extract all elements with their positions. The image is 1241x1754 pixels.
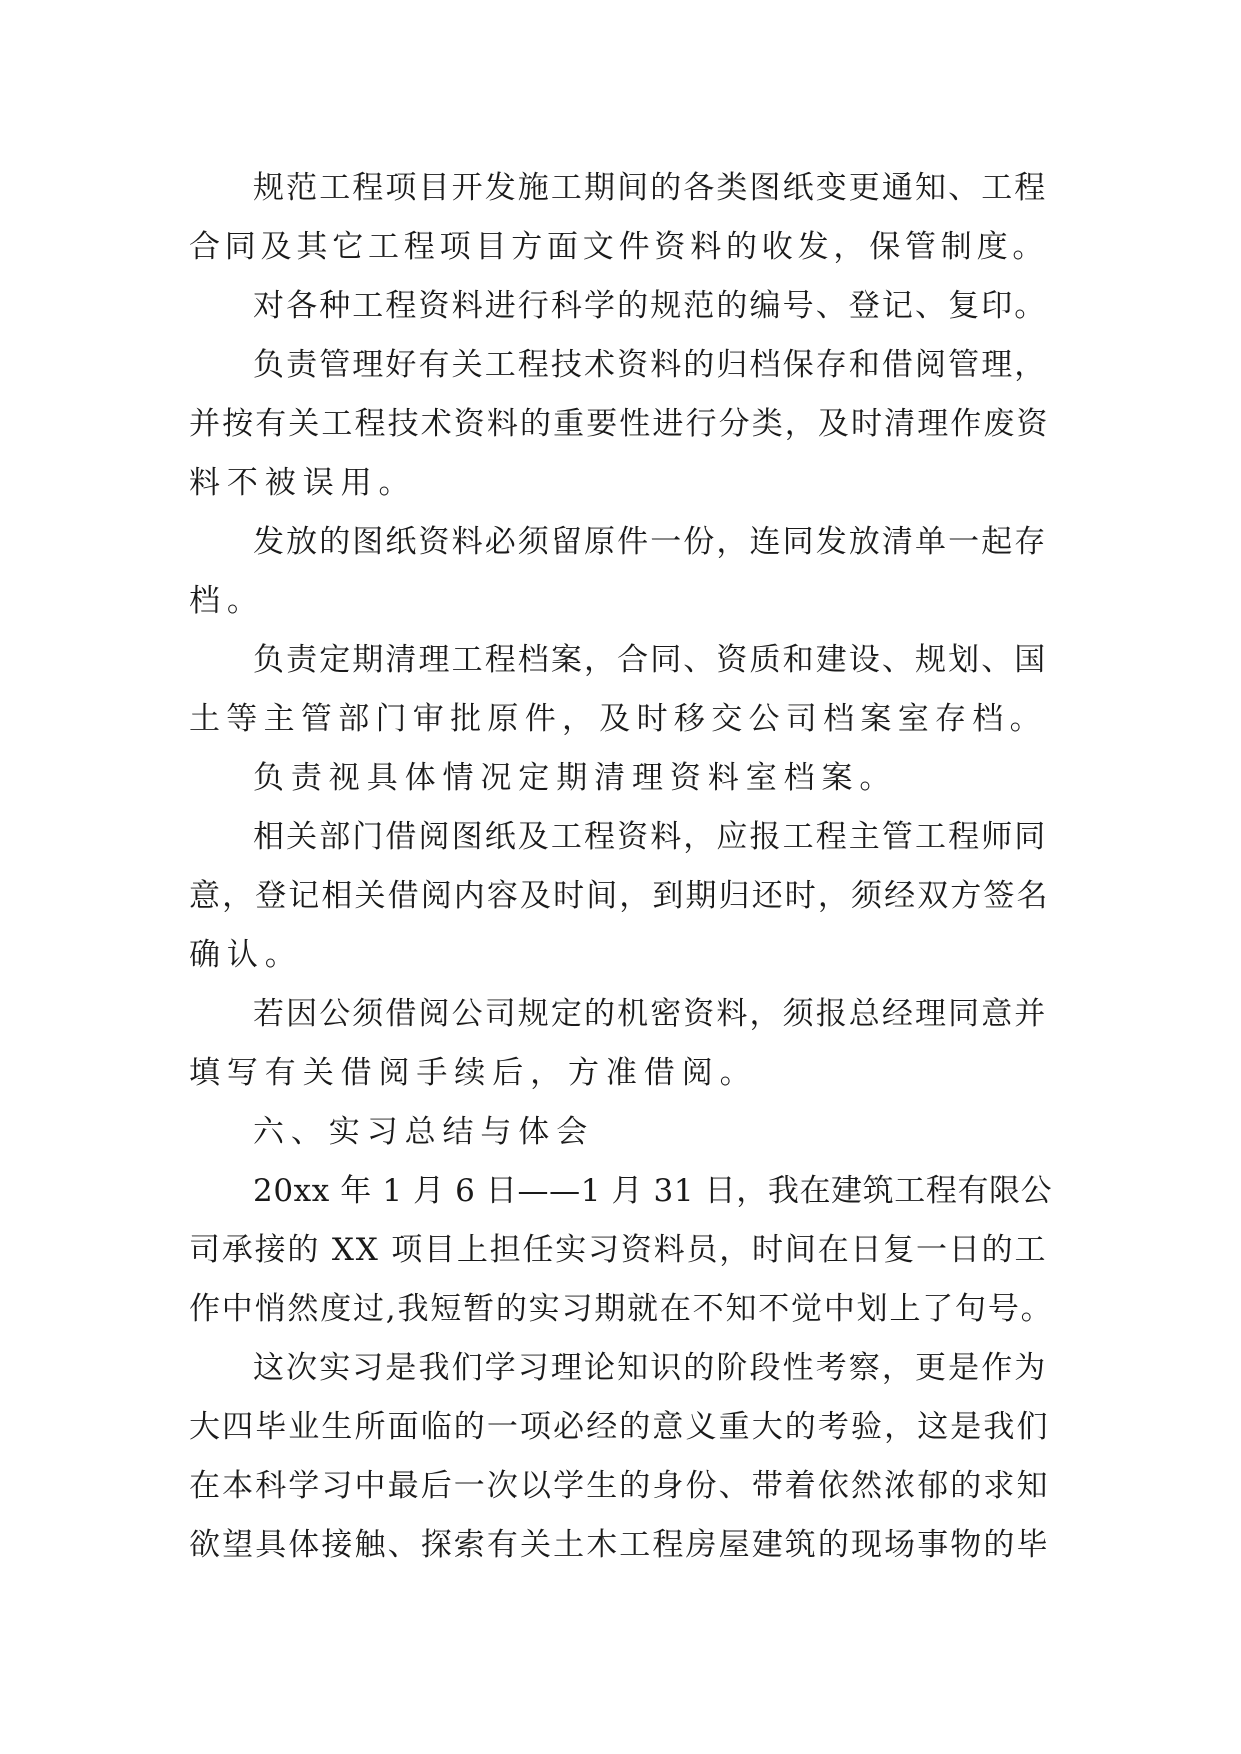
text-line: 作中悄然度过,我短暂的实习期就在不知不觉中划上了句号。 <box>189 1291 1054 1327</box>
text-line: 欲望具体接触、探索有关土木工程房屋建筑的现场事物的毕 <box>189 1527 1050 1563</box>
text-line: 并按有关工程技术资料的重要性进行分类，及时清理作废资 <box>189 406 1050 442</box>
text-line: 填写有关借阅手续后，方准借阅。 <box>189 1055 758 1091</box>
text-line: 负责视具体情况定期清理资料室档案。 <box>253 760 898 796</box>
text-line: 负责管理好有关工程技术资料的归档保存和借阅管理， <box>253 347 1048 383</box>
text-line: 土等主管部门审批原件，及时移交公司档案室存档。 <box>189 701 1047 737</box>
text-line: 司承接的 XX 项目上担任实习资料员，时间在日复一日的工 <box>189 1232 1048 1268</box>
text-line: 相关部门借阅图纸及工程资料，应报工程主管工程师同 <box>253 819 1048 855</box>
text-line: 合同及其它工程项目方面文件资料的收发，保管制度。 <box>189 229 1049 265</box>
text-line: 若因公须借阅公司规定的机密资料，须报总经理同意并 <box>253 996 1048 1032</box>
text-line: 负责定期清理工程档案，合同、资质和建设、规划、国 <box>253 642 1048 678</box>
section-heading: 六、实习总结与体会 <box>253 1114 595 1150</box>
text-line: 20xx 年 1 月 6 日——1 月 31 日，我在建筑工程有限公 <box>253 1173 1053 1209</box>
text-line: 大四毕业生所面临的一项必经的意义重大的考验，这是我们 <box>189 1409 1050 1445</box>
text-line: 对各种工程资料进行科学的规范的编号、登记、复印。 <box>253 288 1048 324</box>
text-line: 档。 <box>189 583 265 619</box>
text-line: 确认。 <box>189 937 303 973</box>
text-line: 在本科学习中最后一次以学生的身份、带着依然浓郁的求知 <box>189 1468 1050 1504</box>
text-line: 规范工程项目开发施工期间的各类图纸变更通知、工程 <box>253 170 1048 206</box>
text-line: 这次实习是我们学习理论知识的阶段性考察，更是作为 <box>253 1350 1048 1386</box>
text-line: 发放的图纸资料必须留原件一份，连同发放清单一起存 <box>253 524 1048 560</box>
text-line: 意，登记相关借阅内容及时间，到期归还时，须经双方签名 <box>189 878 1050 914</box>
text-line: 料不被误用。 <box>189 465 417 501</box>
